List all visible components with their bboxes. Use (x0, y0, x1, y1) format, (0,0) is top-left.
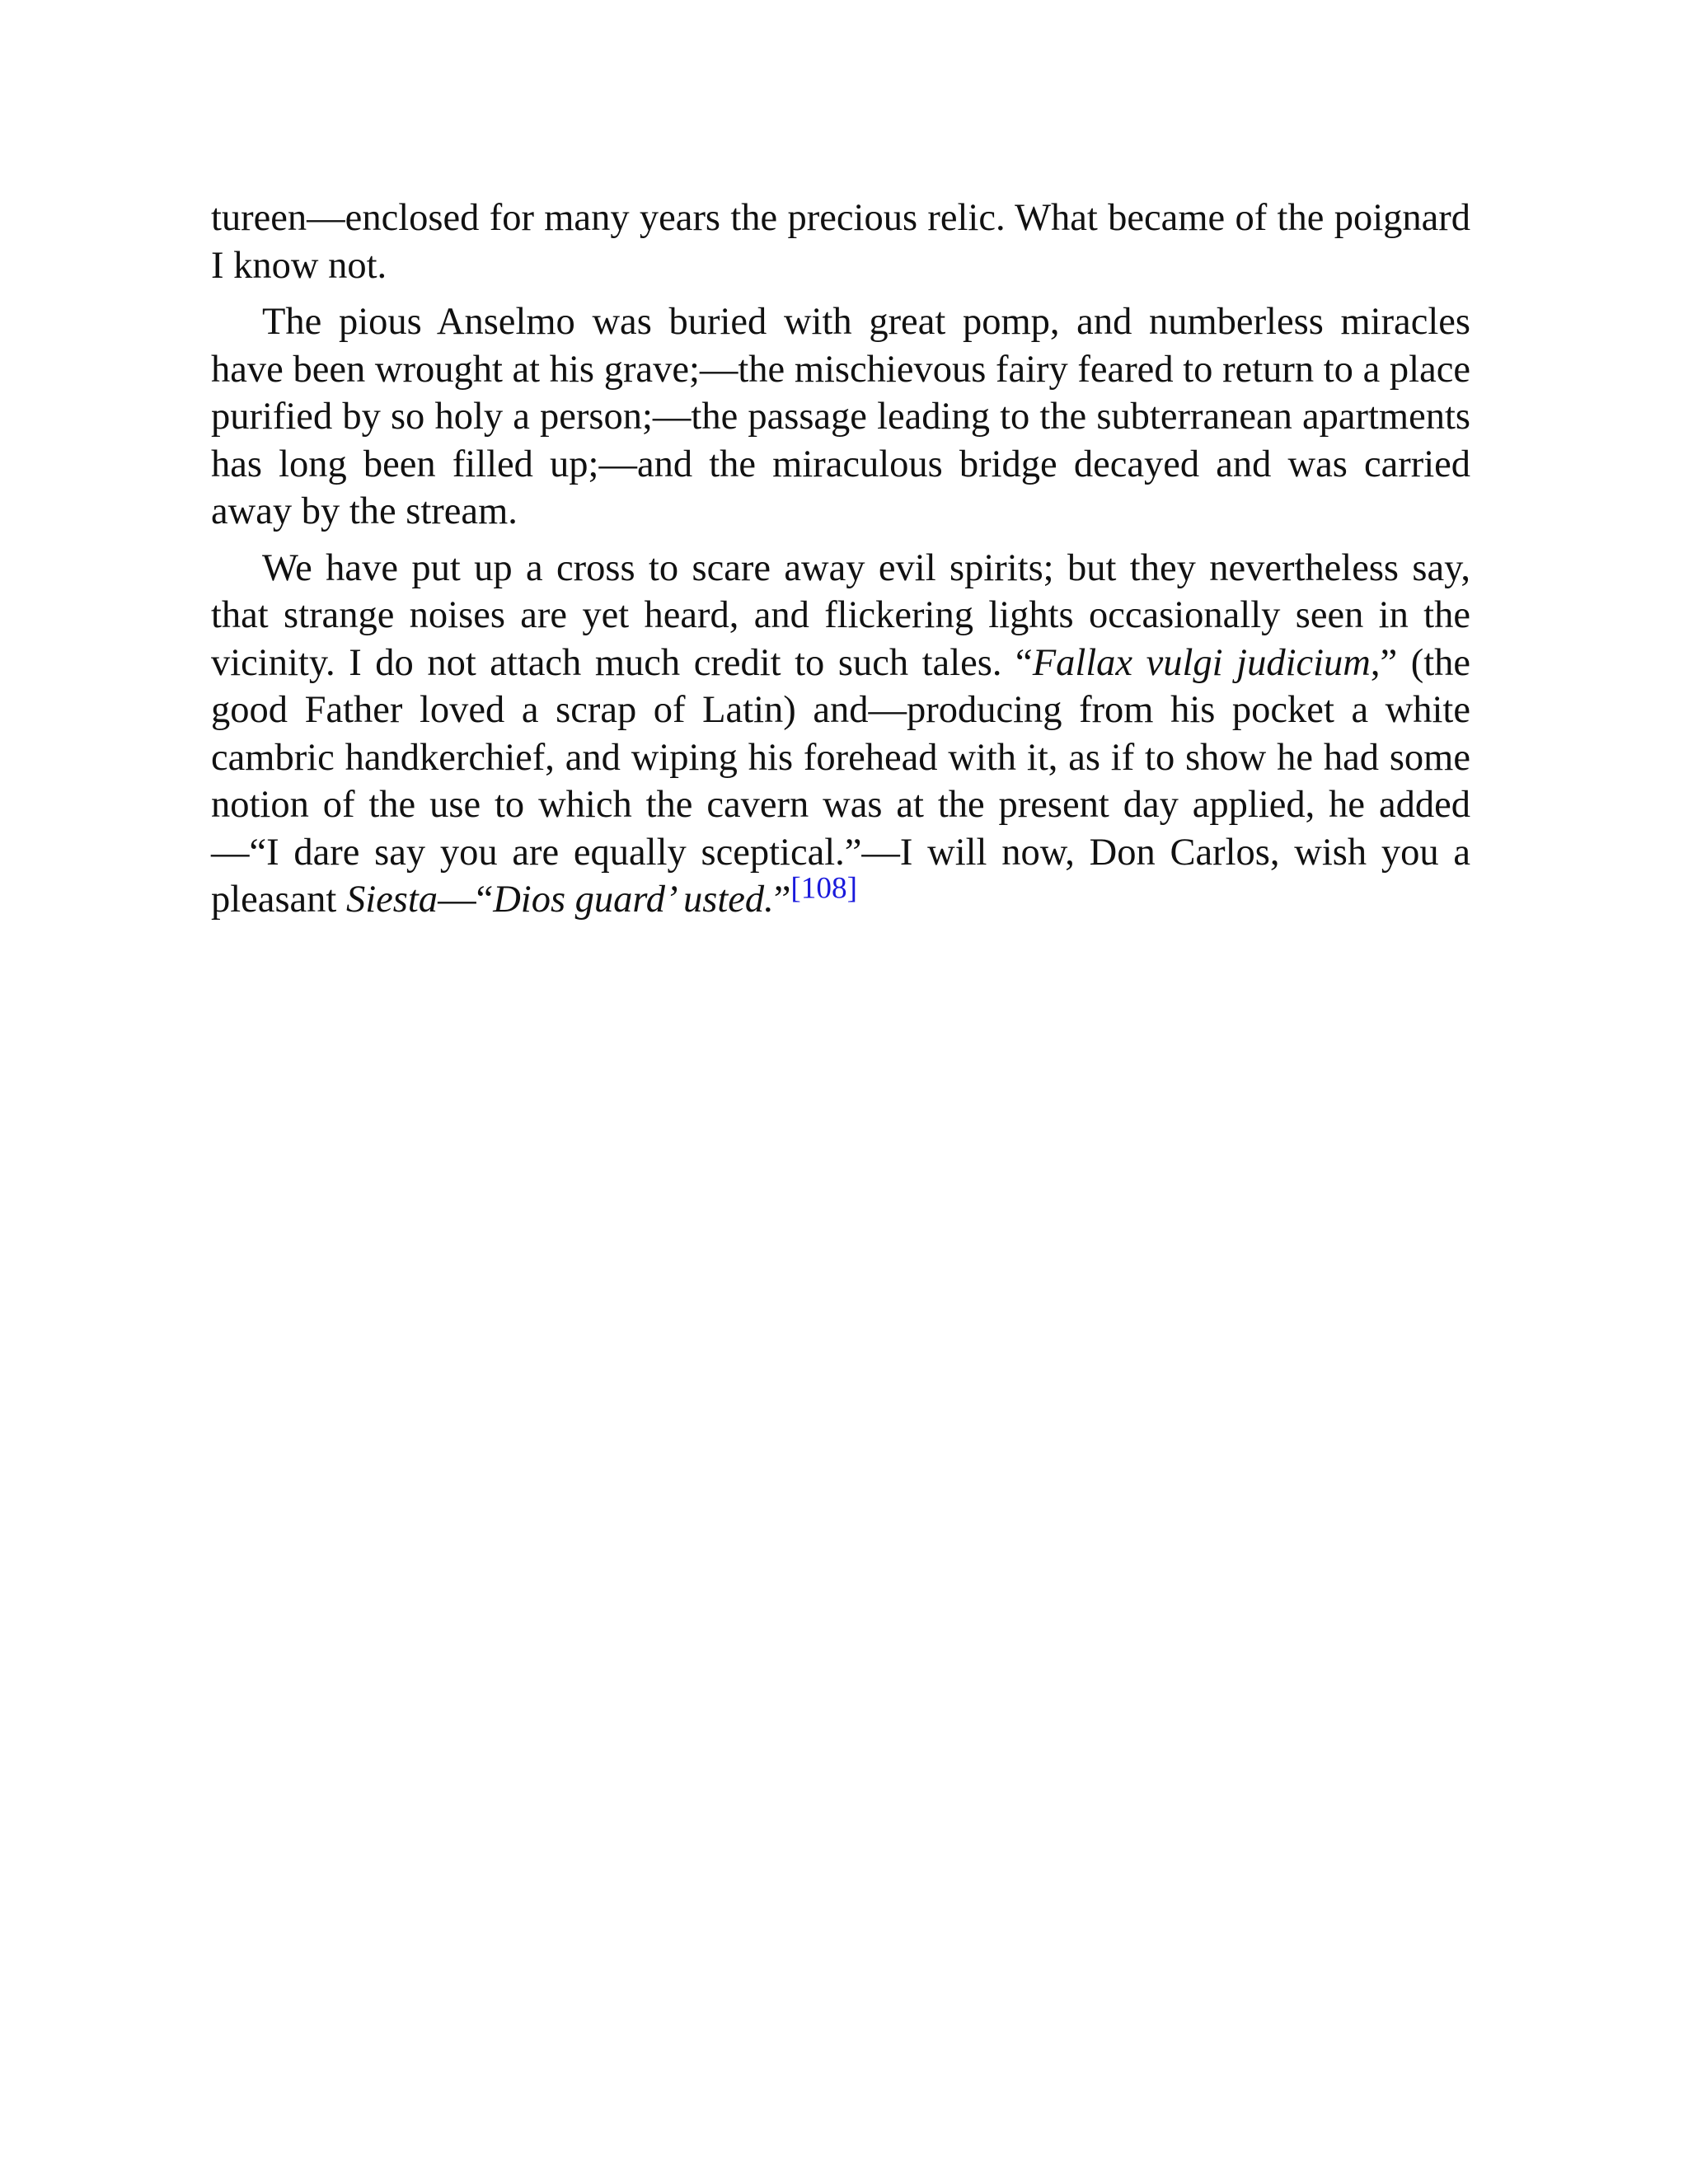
page-body (211, 194, 1470, 933)
siesta-word: Siesta (345, 879, 438, 921)
paragraph-3-text: We have put up a cross to scare away evil spirits; but they nevertheless say, that strange noises are yet heard, and flickering lights occasionally seen in the vicinity. I do not attach much credit to such tales. “ (211, 546, 1470, 684)
latin-phrase: Fallax vulgi judicium (1032, 641, 1371, 684)
paragraph-3-text: ” (773, 879, 791, 921)
paragraph-3-text: ,” (the good Father loved a scrap of Latin) and—producing from his pocket a white cambric handkerchief, and wiping his forehead with it, as if to show he had some notion of the use to which the cavern was at the present day applied, he added—“I dare say you are equally sceptical.”—I will now, Don Carlos, wish you a pleasant (211, 641, 1471, 921)
spanish-farewell: Dios guard’ usted. (493, 879, 774, 921)
footnote-link[interactable]: [108] (790, 871, 857, 906)
paragraph-1: tureen—enclosed for many years the precious relic. What became of the poignard I know not. (211, 197, 1470, 287)
paragraph-3-text: —“ (438, 879, 494, 921)
paragraph-2: The pious Anselmo was buried with great pomp, and numberless miracles have been wrought at his grave;—the mischievous fairy feared to return to a place purified by so holy a person;—the passage leading to the subterranean apartments has long been filled up;—and the miraculous bridge decayed and was carried away by the stream. (211, 301, 1470, 532)
paragraph-3 (211, 545, 1470, 924)
